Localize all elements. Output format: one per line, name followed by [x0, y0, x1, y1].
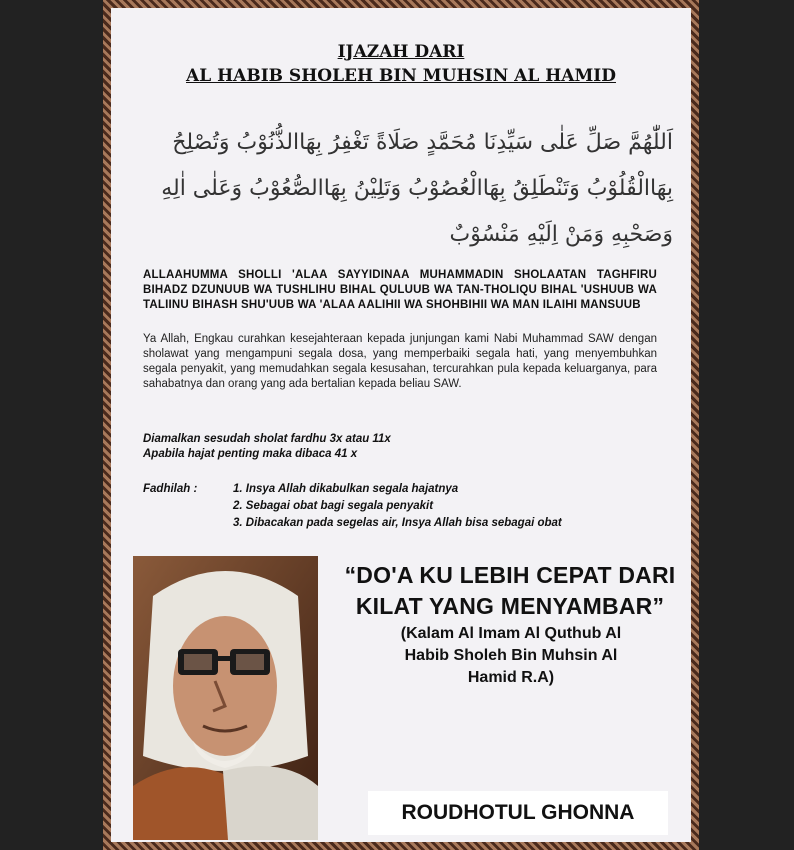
list-item: 1. Insya Allah dikabulkan segala hajatnya: [233, 483, 459, 495]
source-line-1: (Kalam Al Imam Al Quthub Al: [400, 625, 622, 642]
poster-content: [111, 8, 691, 842]
arabic-prayer-text: اَللّٰهُمَّ صَلِّ عَلٰى سَيِّدِنَا مُحَمَّدٍ صَلَاةً تَغْفِرُ بِهَاالذُّنُوْبُ وَتُصْلِحُ بِهَاالْقُلُوْبُ وَتَنْطَلِقُ بِهَاالْعُصُوْبُ وَتَلِيْنُ بِهَاالصُّعُوْبُ وَعَلٰى اٰلِهِ وَصَحْبِهِ وَمَنْ اِلَيْهِ مَنْسُوْبٌ: [161, 130, 673, 247]
footer-label: ROUDHOTUL GHONNA: [368, 791, 668, 835]
transliteration-text: ALLAAHUMMA SHOLLI 'ALAA SAYYIDINAA MUHAMMADIN SHOLAATAN TAGHFIRU BIHADZ DZUNUUB WA TUSHLIHU BIHAL QULUUB WA TAN-THOLIQU BIHAL 'USHUUB WA TALIINU BIHASH SHU'UUB WA 'ALAA AALIHII WA SHOHBIHII WA MAN ILAIHI MANSUUB: [143, 269, 657, 311]
portrait-image: [133, 556, 318, 840]
source-line-3: Hamid R.A): [467, 669, 555, 686]
poster-border: [103, 0, 699, 850]
portrait-photo: [133, 556, 318, 840]
source-line-2: Habib Sholeh Bin Muhsin Al: [404, 647, 618, 664]
fadhilah-list: [233, 481, 562, 532]
list-item: 3. Dibacakan pada segelas air, Insya Allah bisa sebagai obat: [233, 517, 562, 529]
translation-text: Ya Allah, Engkau curahkan kesejahteraan kepada junjungan kami Nabi Muhammad SAW dengan sholawat yang mengampuni segala dosa, yang memperbaiki segala hati, yang menyembuhkan segala penyakit, yang memudahkan segala kesusahan, tercurahkan pula kepada keluarganya, para sahabatnya dan orang yang ada bertalian kepada beliau SAW.: [143, 333, 657, 390]
quote-line-2: KILAT YANG MENYAMBAR”: [355, 593, 665, 619]
list-item: 2. Sebagai obat bagi segala penyakit: [233, 500, 434, 512]
quote-source: [346, 623, 676, 689]
page-title: [111, 40, 691, 88]
quote-line-1: “DO'A KU LEBIH CEPAT DARI: [344, 562, 676, 588]
quote-text: [336, 560, 684, 622]
title-line-2: AL HABIB SHOLEH BIN MUHSIN AL HAMID: [186, 66, 616, 86]
usage-line-1: Diamalkan sesudah sholat fardhu 3x atau 11x: [143, 433, 391, 445]
title-line-1: IJAZAH DARI: [337, 42, 465, 62]
fadhilah-label: Fadhilah :: [143, 483, 198, 495]
usage-line-2: Apabila hajat penting maka dibaca 41 x: [143, 448, 358, 460]
usage-instructions: [143, 432, 391, 462]
